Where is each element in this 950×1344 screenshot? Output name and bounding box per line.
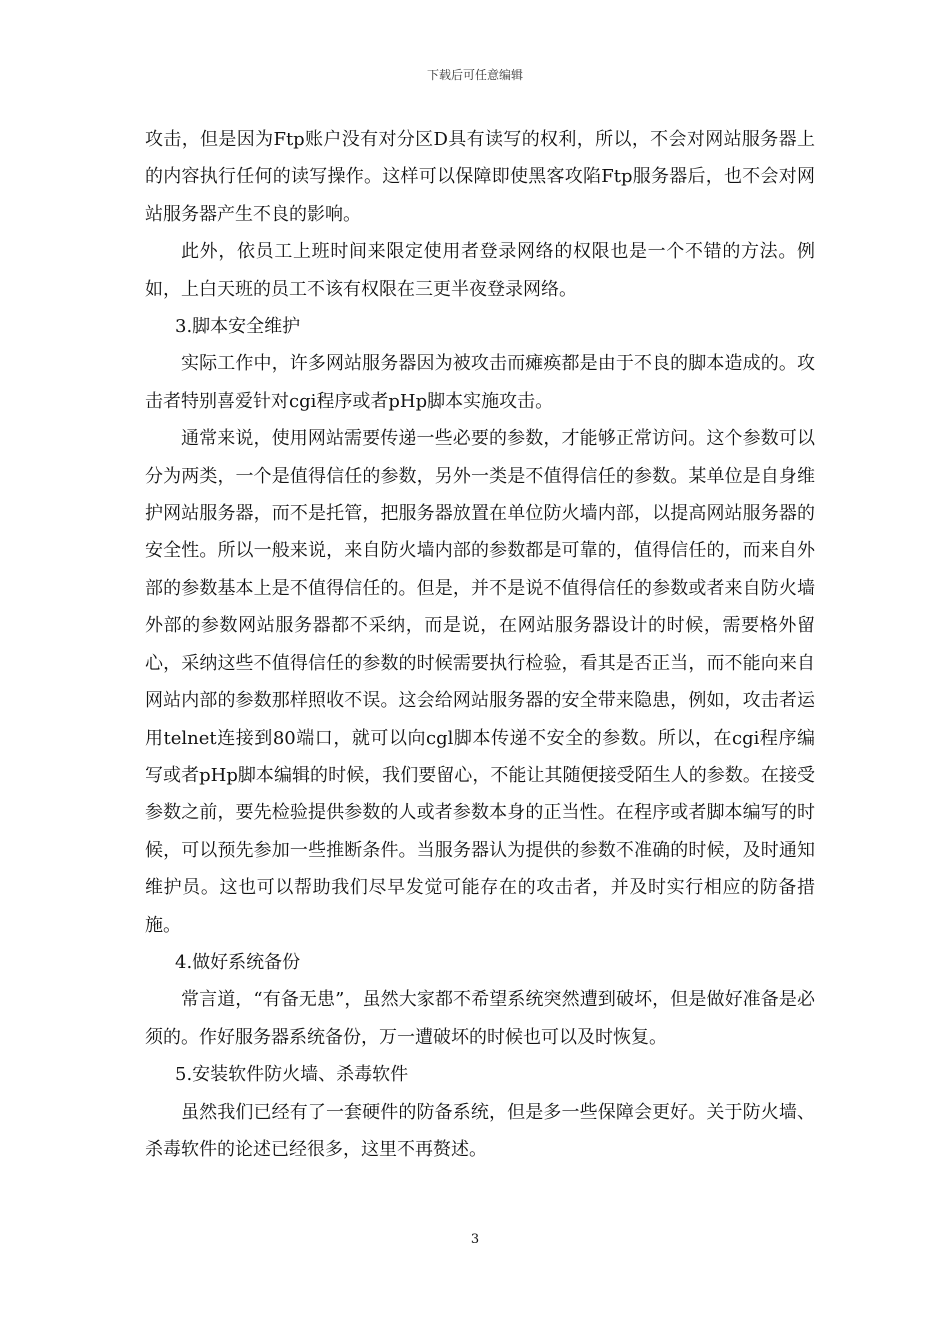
page-number: 3 xyxy=(470,1232,480,1247)
section-heading-backup: 4.做好系统备份 xyxy=(175,951,301,973)
page-header: 下载后可任意编辑 xyxy=(426,68,523,82)
document-body xyxy=(145,121,815,1168)
paragraph-script-attacks: 实际工作中，许多网站服务器因为被攻击而瘫痪都是由于不良的脚本造成的。攻击者特别喜爱针对cgi程序或者pHp脚本实施攻击。 xyxy=(145,353,815,412)
paragraph-firewall: 虽然我们已经有了一套硬件的防备系统，但是多一些保障会更好。关于防火墙、杀毒软件的论述已经很多，这里不再赘述。 xyxy=(145,1101,815,1160)
section-heading-script-security: 3.脚本安全维护 xyxy=(175,316,301,338)
paragraph-backup: 常言道，“有备无患”，虽然大家都不希望系统突然遭到破坏，但是做好准备是必须的。作好服务器系统备份，万一遭破坏的时候也可以及时恢复。 xyxy=(145,989,815,1048)
section-heading-firewall: 5.安装软件防火墙、杀毒软件 xyxy=(175,1064,409,1086)
paragraph-login-time: 此外，依员工上班时间来限定使用者登录网络的权限也是一个不错的方法。例如，上白天班的员工不该有权限在三更半夜登录网络。 xyxy=(145,241,815,300)
paragraph-parameters: 通常来说，使用网站需要传递一些必要的参数，才能够正常访问。这个参数可以分为两类，一个是值得信任的参数，另外一类是不值得信任的参数。某单位是自身维护网站服务器，而不是托管，把服务器放置在单位防火墙内部，以提高网站服务器的安全性。所以一般来说，来自防火墙内部的参数都是可靠的，值得信任的，而来自外部的参数基本上是不值得信任的。但是，并不是说不值得信任的参数或者来自防火墙外部的参数网站服务器都不采纳，而是说，在网站服务器设计的时候，需要格外留心，采纳这些不值得信任的参数的时候需要执行检验，看其是否正当，而不能向来自网站内部的参数那样照收不误。这会给网站服务器的安全带来隐患，例如，攻击者运用telnet连接到80端口，就可以向cgl脚本传递不安全的参数。所以，在cgi程序编写或者pHp脚本编辑的时候，我们要留心，不能让其随便接受陌生人的参数。在接受参数之前，要先检验提供参数的人或者参数本身的正当性。在程序或者脚本编写的时候，可以预先参加一些推断条件。当服务器认为提供的参数不准确的时候，及时通知维护员。这也可以帮助我们尽早发觉可能存在的攻击者，并及时实行相应的防备措施。 xyxy=(145,428,815,936)
paragraph-continuation: 攻击，但是因为Ftp账户没有对分区D具有读写的权利，所以，不会对网站服务器上的内容执行任何的读写操作。这样可以保障即使黑客攻陷Ftp服务器后，也不会对网站服务器产生不良的影响。 xyxy=(145,129,815,225)
